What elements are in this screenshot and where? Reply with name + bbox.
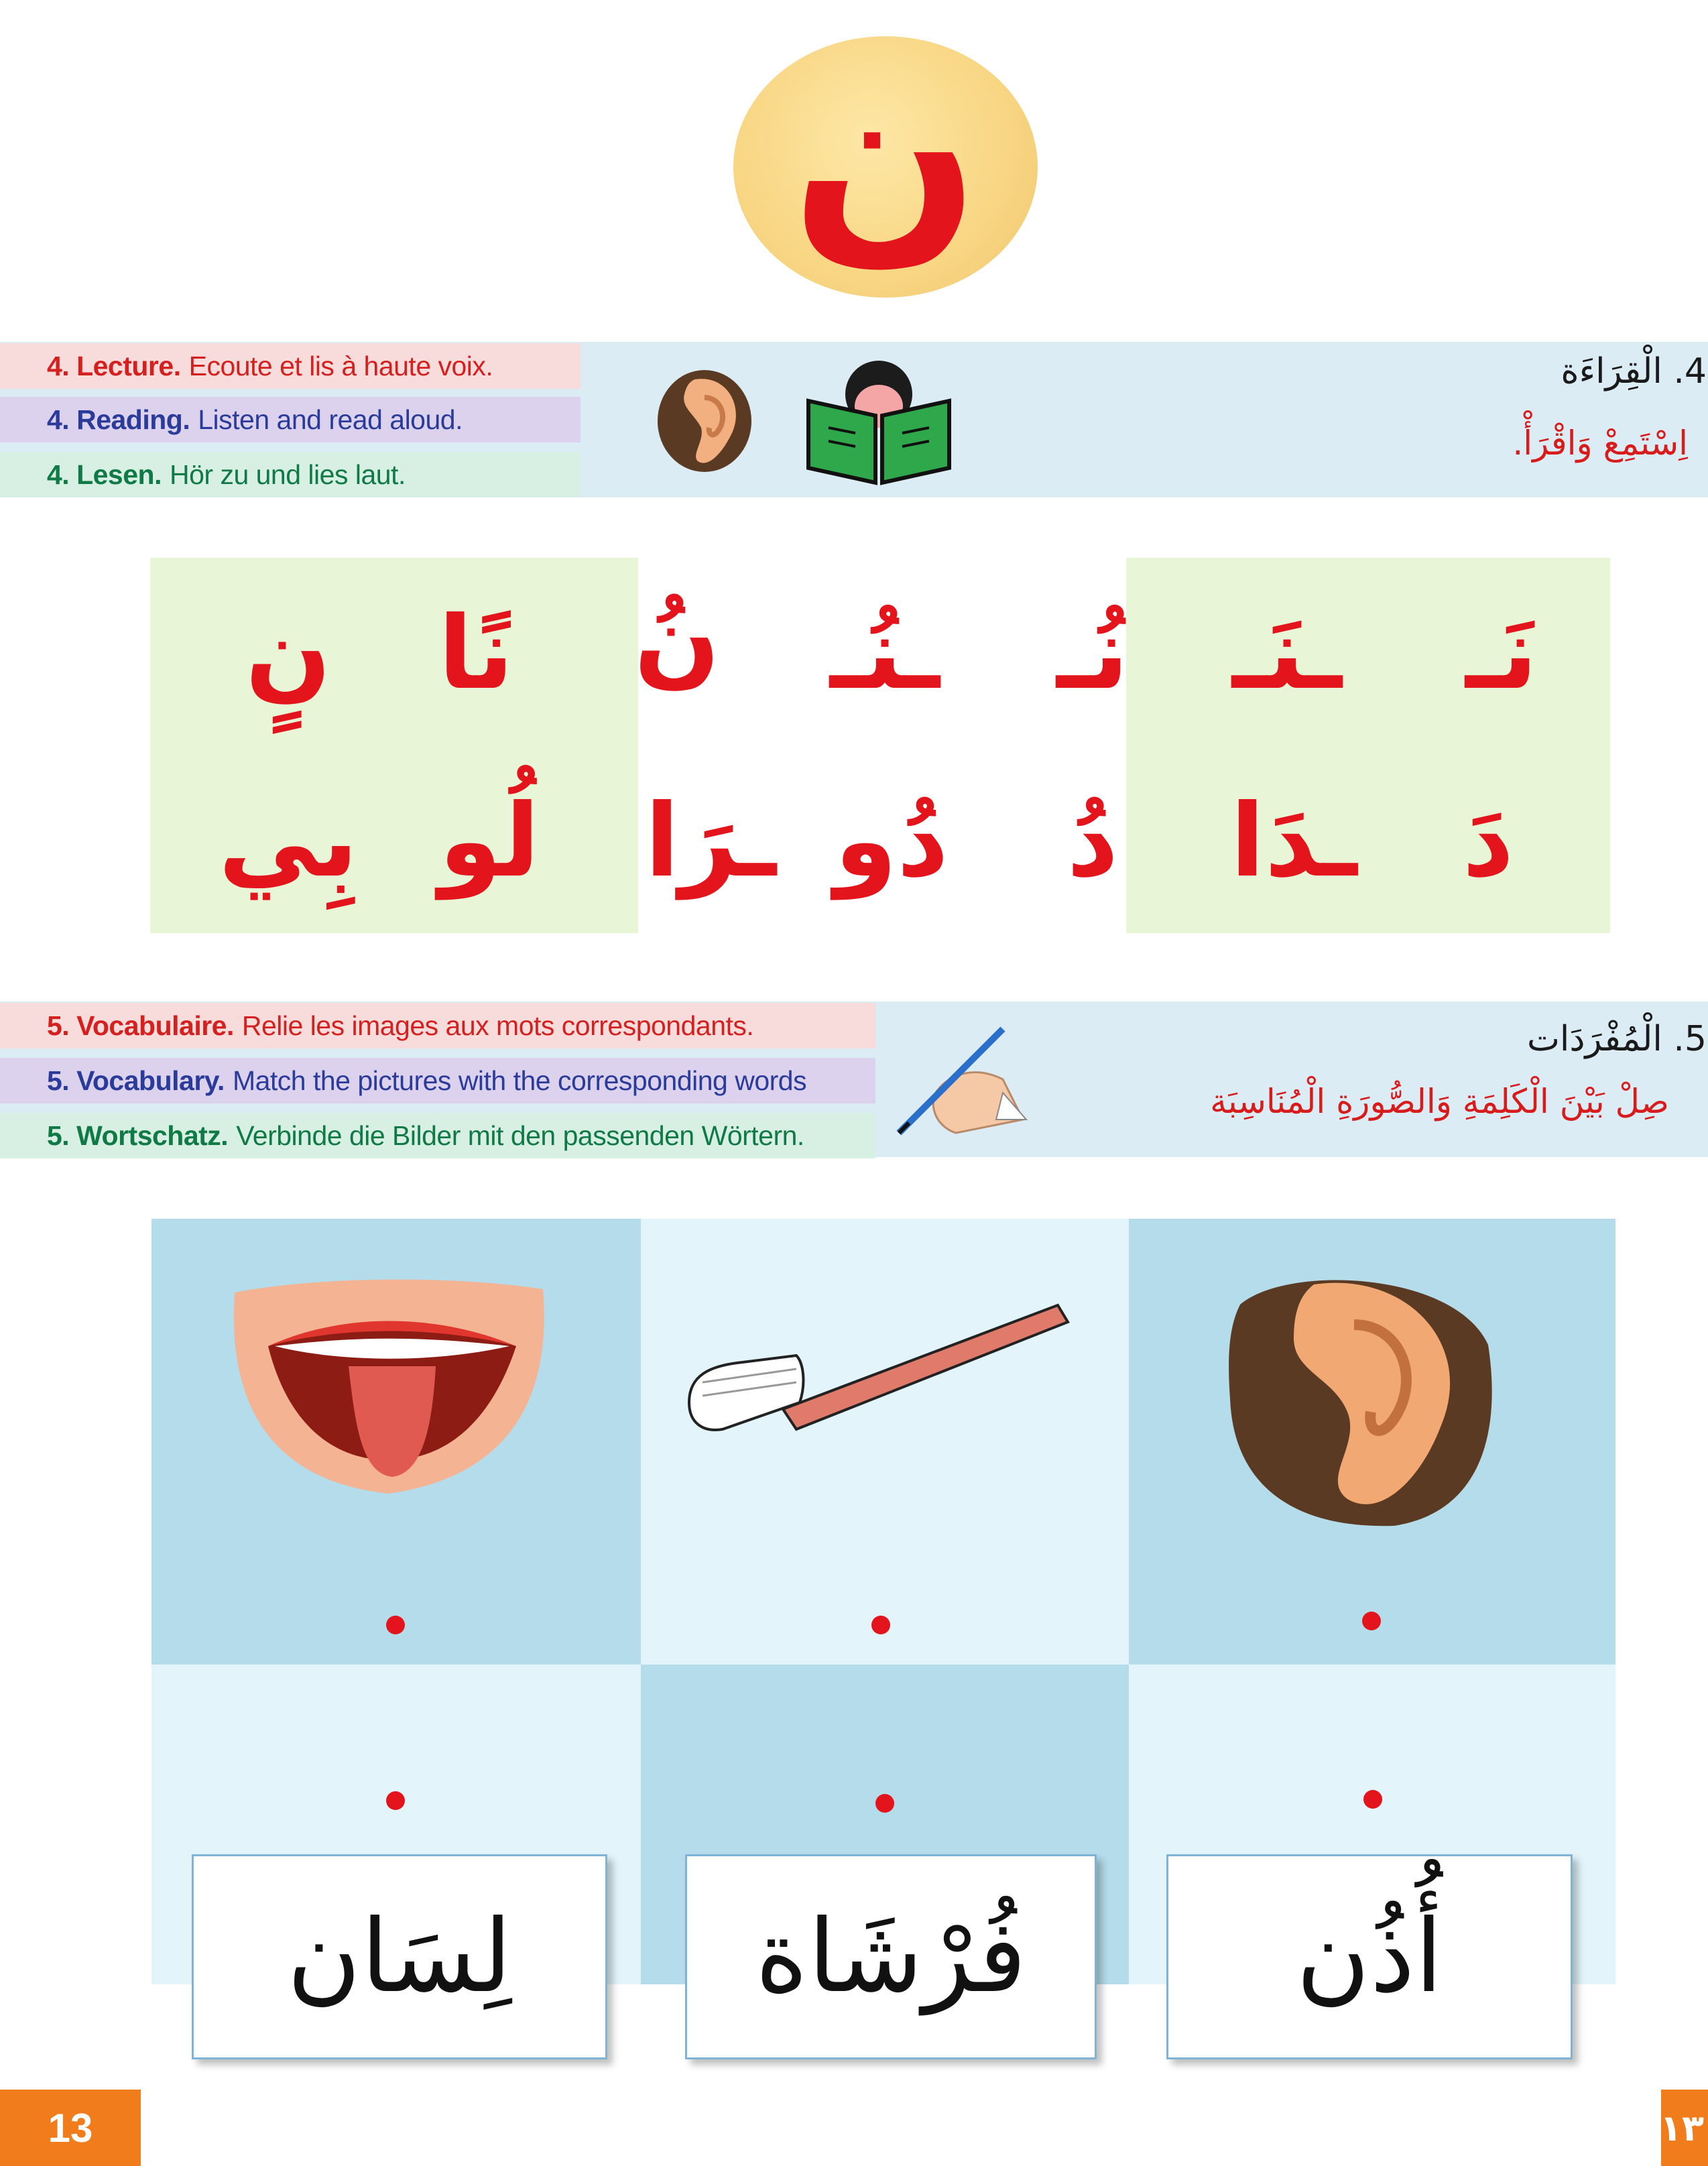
reading-child-icon xyxy=(802,354,956,485)
ear-icon xyxy=(1220,1264,1502,1532)
syllable: نٍ xyxy=(245,595,332,712)
syllable: ـرَا xyxy=(645,783,776,900)
toothbrush-icon xyxy=(682,1295,1071,1463)
vocab-instruction-en: 5. Vocabulary. Match the pictures with the corresponding words xyxy=(0,1058,875,1103)
word-card: أُذُن xyxy=(1166,1854,1573,2059)
reading-title-ar: 4. الْقِرَاءَة xyxy=(1561,351,1707,392)
syllable: نًا xyxy=(438,595,514,712)
vocab-instruction-fr: 5. Vocabulaire. Relie les images aux mots correspondants. xyxy=(0,1003,875,1048)
syllable: دُ xyxy=(1066,783,1119,900)
vocab-title-ar: 5. الْمُفْرَدَات xyxy=(1526,1019,1707,1059)
reading-subtitle-ar: اِسْتَمِعْ وَاقْرَأْ. xyxy=(1512,424,1688,463)
syllable: بِي xyxy=(218,783,359,900)
reading-instruction-fr: 4. Lecture. Ecoute et lis à haute voix. xyxy=(0,343,581,389)
reading-instruction-en: 4. Reading. Listen and read aloud. xyxy=(0,397,581,442)
word-card: لِسَان xyxy=(192,1854,607,2059)
featured-letter: ن xyxy=(791,28,980,286)
ear-icon xyxy=(654,367,755,475)
page-number-arabic: ١٣ xyxy=(1661,2090,1708,2166)
vocab-subtitle-ar: صِلْ بَيْنَ الْكَلِمَةِ وَالصُّورَةِ الْمُنَاسِبَة xyxy=(1210,1082,1669,1121)
syllable: نُ xyxy=(633,582,721,699)
letter-badge xyxy=(733,28,1038,298)
mouth-tongue-icon xyxy=(221,1272,556,1499)
match-dot[interactable] xyxy=(386,1616,405,1634)
writing-hand-icon xyxy=(896,1019,1030,1140)
syllable: ـنُـ xyxy=(830,595,940,712)
syllable: دَ xyxy=(1462,783,1514,900)
syllable: لُو xyxy=(438,783,540,900)
match-dot[interactable] xyxy=(1363,1790,1382,1809)
match-dot[interactable] xyxy=(871,1616,890,1634)
syllable: نُـ xyxy=(1056,595,1129,712)
match-dot[interactable] xyxy=(386,1791,405,1810)
match-dot[interactable] xyxy=(875,1794,894,1813)
word-card: فُرْشَاة xyxy=(685,1854,1097,2059)
syllable: ـدَا xyxy=(1230,783,1357,900)
syllable: ـنَـ xyxy=(1232,595,1342,712)
syllable: دُو xyxy=(834,783,949,900)
page-number: 13 xyxy=(0,2090,141,2166)
syllable: نَـ xyxy=(1465,595,1538,712)
match-dot[interactable] xyxy=(1362,1612,1381,1630)
vocab-instruction-de: 5. Wortschatz. Verbinde die Bilder mit den passenden Wörtern. xyxy=(0,1113,875,1158)
reading-instruction-de: 4. Lesen. Hör zu und lies laut. xyxy=(0,452,581,497)
